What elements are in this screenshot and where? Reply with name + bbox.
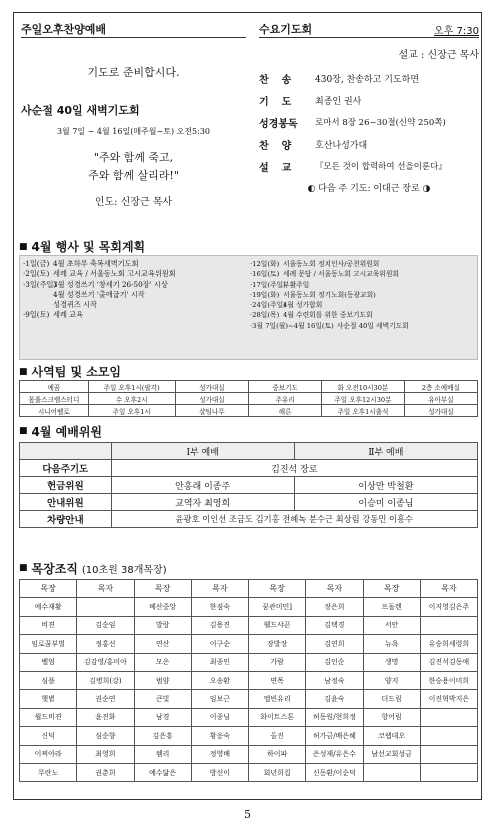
table-row: 헌금위원 안흥래 이종주 이상만 박철환	[20, 477, 478, 494]
table-row: 몸풀스크램스터디 수 오후2시 성가대실 주유리 주일 오후12시30분 유아부실	[20, 393, 478, 405]
event-item: ·12일(화) 서울동노회 정치인사/공천위원회	[250, 260, 380, 268]
quote-line-1: "주와 함께 죽고,	[93, 151, 174, 164]
event-item: ·2일(토) 세례 교육 / 서울동노회 고시교육위원회	[23, 269, 176, 279]
groups-table	[19, 579, 478, 782]
sunday-afternoon-worship	[21, 21, 246, 208]
table-row: 이찌아라 최영희 렘리 정영배 하이파 은성재/유은수 남선교회성금	[20, 745, 478, 763]
events-title: ■ 4월 행사 및 목회계획	[19, 240, 146, 254]
ministry-title: ■ 사역팀 및 소모임	[19, 365, 122, 379]
event-item: ·3일(주일)3월 성경쓰기 '창세기 26-50장' 시상	[23, 279, 168, 289]
order-row: 설교 『모든 것이 합력하여 선을이룬다』	[259, 162, 447, 174]
quote-line-2: 주와 함께 살리라!"	[88, 169, 179, 182]
groups-section	[19, 557, 478, 782]
event-item: ·24일(주일)4월 성가합회	[250, 301, 323, 310]
events-left	[23, 259, 176, 321]
order-row: 찬송 430장, 찬송하고 기도하면	[259, 74, 420, 86]
event-item: ·9일(토) 세례 교육	[23, 310, 84, 320]
events-right	[250, 259, 409, 331]
table-row: 임로꿈부벌 정홍선 연산 이구순 장발장 김연희 뉴욕 유승희세령희	[20, 635, 478, 653]
service-section	[14, 13, 481, 238]
table-row: 윌드비젼 윤진화 남경 이종님 화이트스톤 허동원/현희정 항어림	[20, 708, 478, 726]
wednesday-header: 수요기도회 오후 7:30	[259, 23, 479, 37]
events-box	[19, 255, 478, 360]
table-header: 목장 목자 목장 목자 목장 목자 목장 목자	[20, 580, 478, 598]
bulletin-page	[13, 12, 482, 800]
event-item: ·28일(목) 4월 수련회를 위한 중보기도회	[250, 311, 373, 320]
table-row: 햇볕 권순연 큰빛 임보근 엘빈유리 김윤숙 더드림 이진혁박지은	[20, 690, 478, 708]
prep-text: 기도로 준비합시다.	[87, 66, 180, 79]
table-row: 신덕 심순향 김은흥 황응숙 올진 허가금/배은혜 코랩데오	[20, 727, 478, 745]
event-item: ·19일(화) 서울동노회 정기노회(동광교회)	[250, 290, 376, 299]
order-row: 찬양 호산나성가대	[259, 140, 368, 152]
table-row: 무란노 권춘희 예수닮은 방선이 회년희집 신동환/이순덕	[20, 763, 478, 781]
event-item: ·1일(금) 4월 초하루 축복새벽기도회	[23, 259, 139, 268]
table-row: 안내위원 교역자 최영희 이승미 이종님	[20, 494, 478, 511]
table-row: 예꿈 주일 오후1시(팔각) 성가대실 중보기도 화 오전10시30분 2층 소예배실	[20, 381, 478, 393]
next-prayer: ◐ 다음 주 기도: 이대근 장로 ◑	[307, 184, 431, 194]
ministry-section	[19, 363, 478, 417]
worship-table	[19, 442, 478, 528]
dawn-prayer-info: 3월 7일 ~ 4월 16일(매주월~토) 오전5:30	[56, 127, 211, 136]
table-row: 예수재활 베산중앙 한짐숙 꿈관미민] 장은희 프돌렌 이지영김은주	[20, 598, 478, 616]
sunday-leader: 인도: 신장근 목사	[94, 197, 173, 208]
event-item: ·16일(토) 세례 문답 / 서울동노회 고시교육위원회	[250, 270, 399, 279]
ministry-table	[19, 380, 478, 417]
groups-title: ■ 목장조직 (10초원 38개목장)	[19, 561, 167, 576]
event-item: 4월 성경쓰기 '출애굽기' 시작	[53, 289, 145, 299]
table-row: 비젼 김순임 발랑 김용진 웰드샤픈 김택경 서안	[20, 616, 478, 634]
wednesday-prayer	[259, 21, 479, 194]
order-row: 성경봉독 로마서 8장 26~30절(신약 250쪽)	[259, 118, 446, 130]
events-section	[19, 238, 478, 360]
sunday-header: 주일오후찬양예배	[21, 21, 246, 38]
order-row: 기도 최종인 권사	[259, 96, 362, 108]
table-row: 다음주기도 김진석 장로	[20, 460, 478, 477]
wednesday-preacher: 설교 : 신장근 목사	[398, 50, 479, 61]
worship-title: ■ 4월 예배위원	[19, 424, 103, 439]
table-row: 차량안내 윤광호 이인선 조금도 김기홍 전혜녹 분수근 최상림 강동민 이흥수	[20, 511, 478, 528]
wednesday-time: 오후 7:30	[434, 26, 479, 37]
event-item: ·17일(주일)부활주일	[250, 280, 310, 289]
table-row: 시니어펠로 주일 오후1시 샬팀나무 해른 주일 오후1시출석 성가대실	[20, 405, 478, 417]
table-row: 심플 김병희(강) 범얌 오송환 면목 남정숙 양지 한승용이미희	[20, 671, 478, 689]
event-item: ·3월 7일(월)~4월 16일(토) 사순절 40일 새벽기도회	[250, 321, 409, 330]
page-number: 5	[244, 808, 251, 821]
table-row: Ⅰ부 예배 Ⅱ부 예배	[20, 443, 478, 460]
event-item: 성경퀴즈 시작	[53, 300, 97, 310]
dawn-prayer-title: 사순절 40일 새벽기도회	[21, 104, 140, 117]
worship-section	[19, 420, 478, 528]
table-row: 벨엄 김감영/홍미아 모은 최종인 가람 김인순 생명 김진석김동애	[20, 653, 478, 671]
